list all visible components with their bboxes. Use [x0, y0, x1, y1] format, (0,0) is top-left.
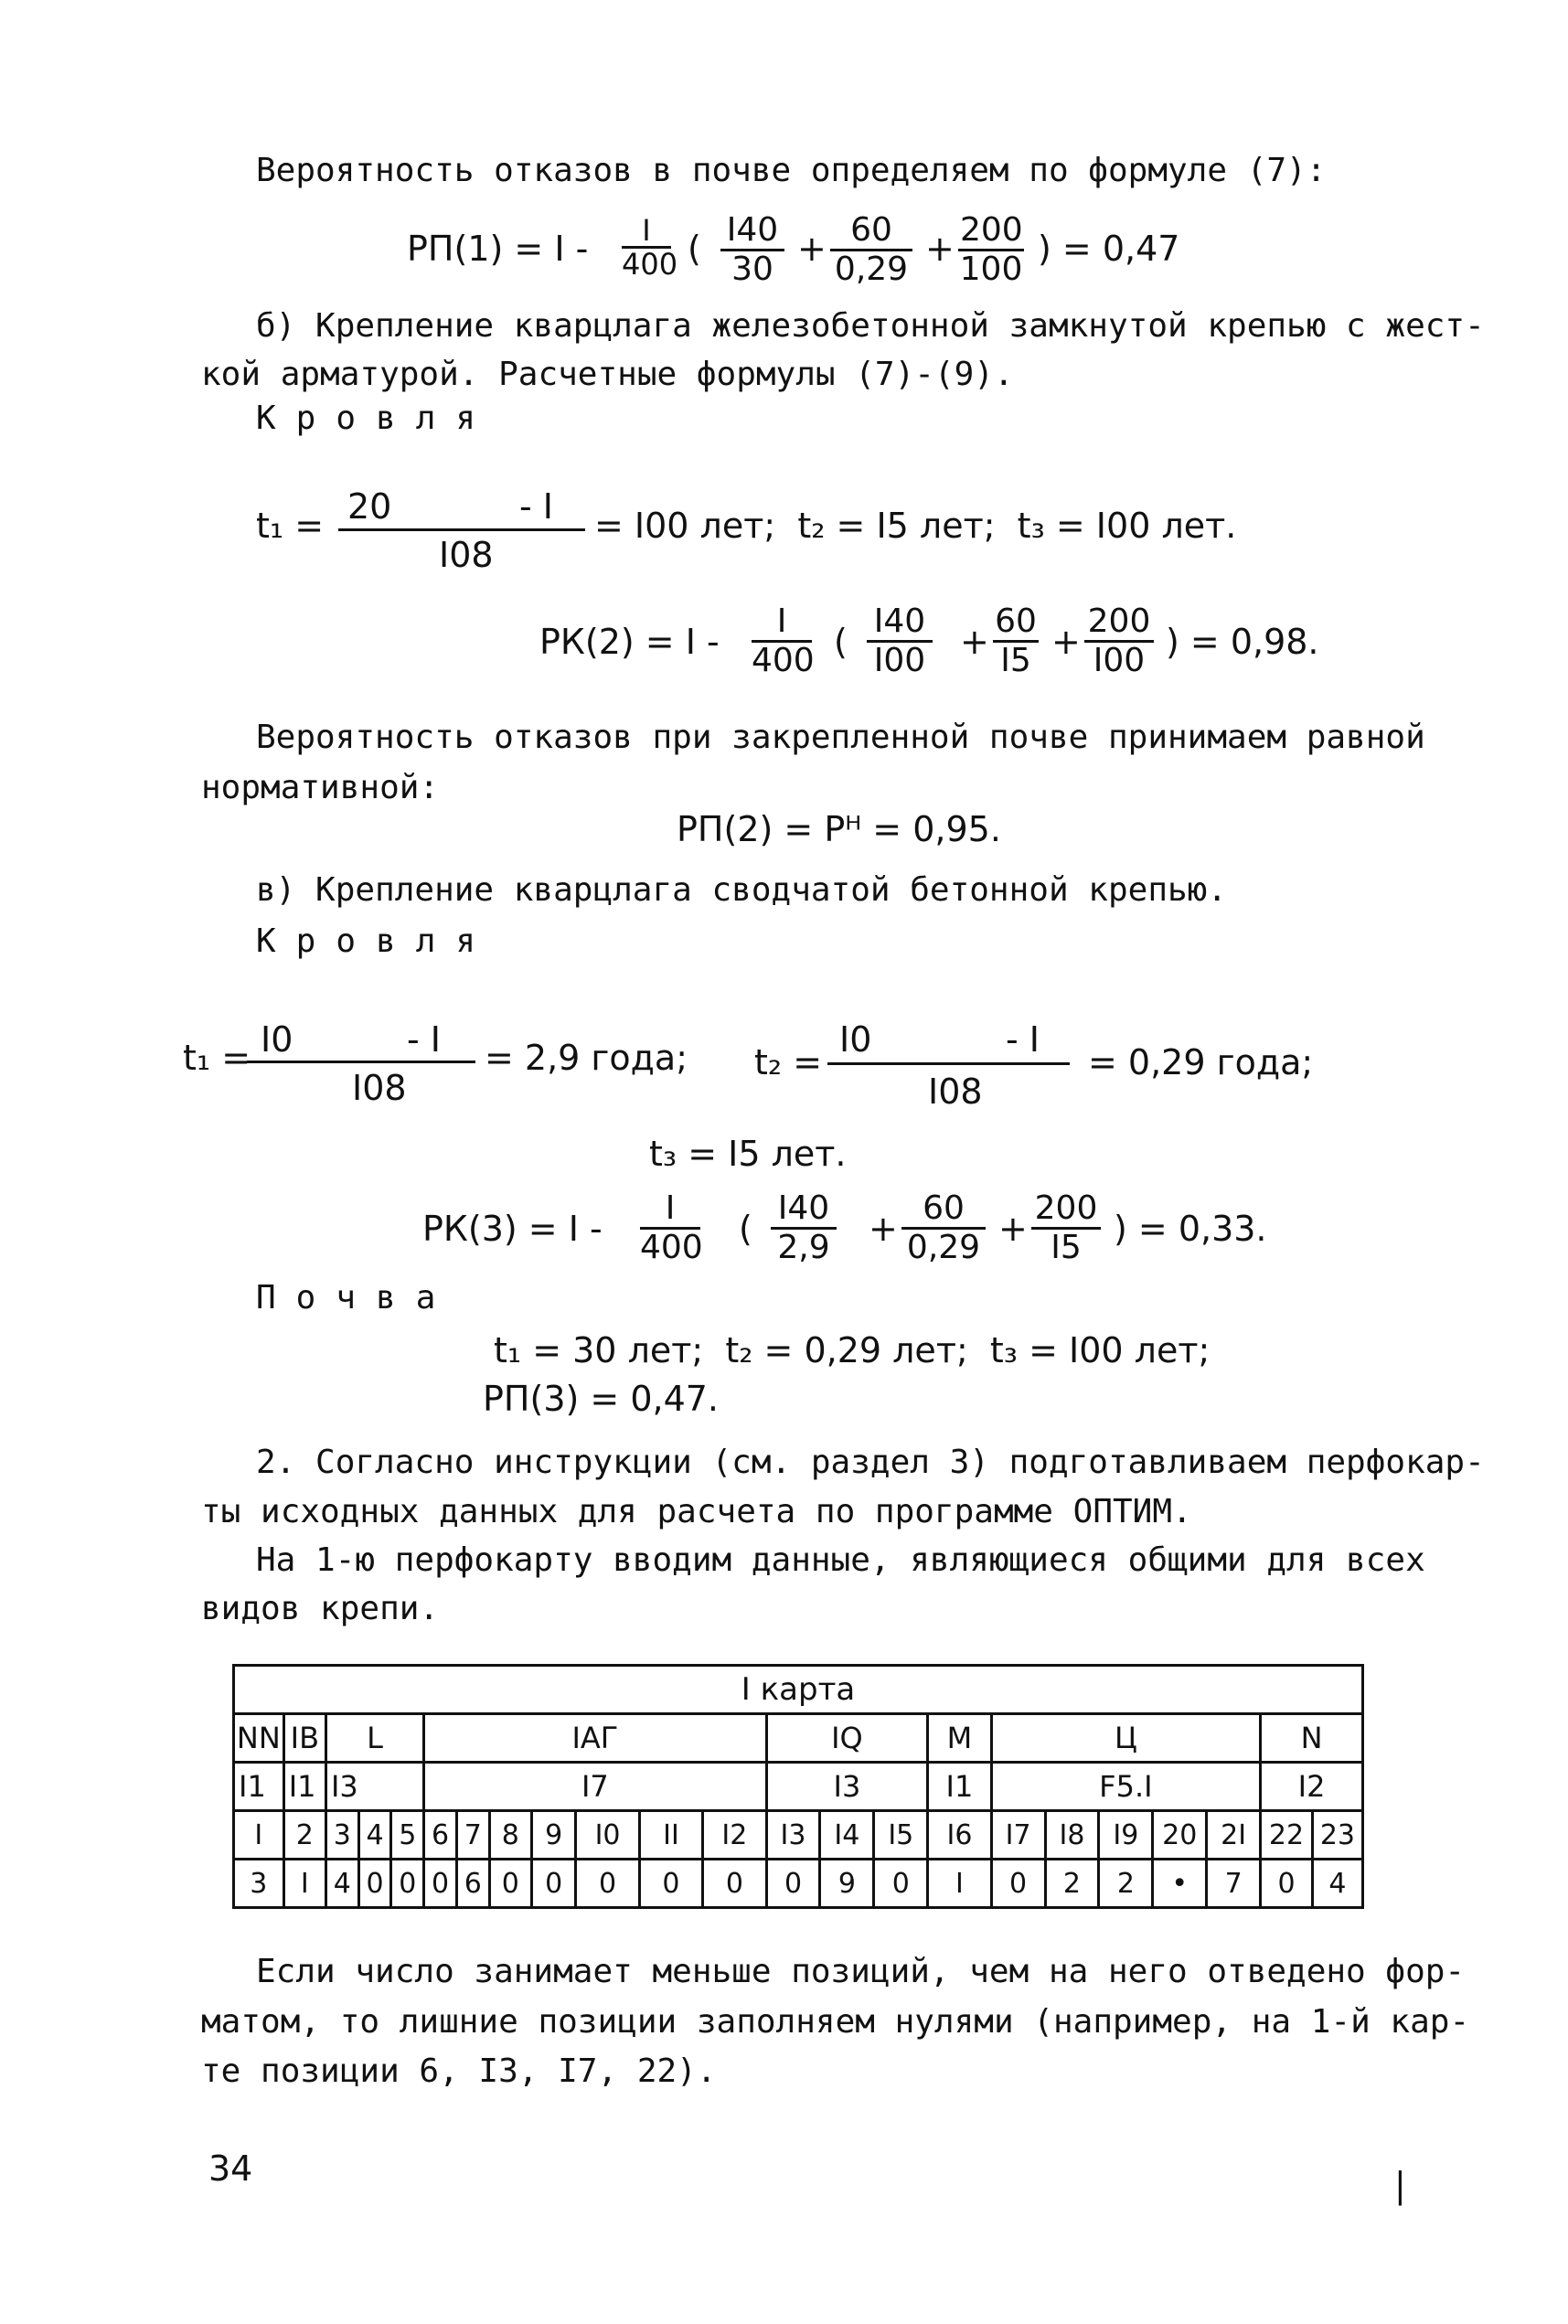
- closing-paragraph-cont: матом, то лишние позиции заполняем нулями (например, на 1-й кар-: [201, 2003, 1470, 2041]
- value-cell: 0: [991, 1860, 1045, 1908]
- position-cell: 2I: [1207, 1811, 1261, 1860]
- value-cell: 0: [639, 1860, 702, 1908]
- fraction: $\frac{I40}{2,9}$: [771, 1190, 837, 1266]
- position-cell: 6: [424, 1811, 457, 1860]
- position-cell: I0: [576, 1811, 639, 1860]
- position-cell: I5: [874, 1811, 928, 1860]
- closing-paragraph: Если число занимает меньше позиций, чем на него отведено фор-: [256, 1953, 1466, 1990]
- position-cell: 8: [489, 1811, 531, 1860]
- fraction-line: [827, 1062, 1070, 1065]
- soil-heading: Почва: [256, 1279, 456, 1317]
- card-title: I карта: [234, 1666, 1363, 1714]
- fraction: $\frac{I40}{30}$: [720, 212, 784, 288]
- value-cell: 7: [1207, 1860, 1261, 1908]
- probability-text: Вероятность отказов при закрепленной почве принимаем равной: [256, 719, 1425, 756]
- value-cell: 6: [456, 1860, 489, 1908]
- paragraph-2-cont: ты исходных данных для расчета по программе ОПТИМ.: [201, 1493, 1192, 1530]
- header-cell: NN: [234, 1714, 284, 1763]
- header-cell: IB: [283, 1714, 325, 1763]
- position-cell: 5: [391, 1811, 424, 1860]
- value-row: [234, 1860, 1363, 1908]
- position-cell: 9: [531, 1811, 575, 1860]
- header-cell: Ц: [991, 1714, 1260, 1763]
- value-cell: 0: [531, 1860, 575, 1908]
- value-cell: 0: [703, 1860, 766, 1908]
- position-row: [234, 1811, 1363, 1860]
- value-cell: 0: [1261, 1860, 1313, 1908]
- format-cell: I3: [766, 1763, 928, 1811]
- position-cell: I3: [766, 1811, 820, 1860]
- value-cell: 4: [1312, 1860, 1362, 1908]
- value-cell: 0: [424, 1860, 457, 1908]
- formula-rp3: РП(3) = 0,47.: [483, 1379, 720, 1419]
- intro-text: Вероятность отказов в почве определяем по формуле (7):: [256, 152, 1327, 189]
- position-cell: 2: [283, 1811, 325, 1860]
- formula-t3: t₃ = I5 лет.: [649, 1134, 847, 1174]
- formula-lhs: РП(1) = I -: [407, 229, 589, 269]
- position-cell: I: [234, 1811, 284, 1860]
- position-cell: 20: [1153, 1811, 1207, 1860]
- roof-heading: Кровля: [256, 400, 496, 437]
- formula-rp2: РП(2) = Pᴴ = 0,95.: [677, 809, 1001, 849]
- paragraph-3: На 1-ю перфокарту вводим данные, являющиеся общими для всех: [256, 1541, 1425, 1579]
- section-b-heading-cont: кой арматурой. Расчетные формулы (7)-(9).: [201, 356, 1014, 393]
- position-cell: I8: [1045, 1811, 1099, 1860]
- position-cell: I4: [820, 1811, 874, 1860]
- value-cell: 2: [1045, 1860, 1099, 1908]
- value-cell: 4: [325, 1860, 358, 1908]
- position-cell: I7: [991, 1811, 1045, 1860]
- section-c-heading: в) Крепление кварцлага сводчатой бетонной крепью.: [256, 871, 1228, 909]
- fraction: $\frac{200}{100}$: [959, 211, 1023, 288]
- paragraph-2: 2. Согласно инструкции (см. раздел 3) подготавливаем перфокар-: [256, 1444, 1485, 1481]
- position-cell: 23: [1312, 1811, 1362, 1860]
- fraction: $\frac{60}{0,29}$: [901, 1190, 986, 1266]
- position-cell: I6: [928, 1811, 991, 1860]
- header-cell: M: [928, 1714, 991, 1763]
- fraction-line: [247, 1061, 475, 1063]
- fraction: $\frac{I}{400}$: [640, 1189, 703, 1266]
- fraction: $\frac{I}{400}$: [752, 602, 815, 679]
- page-number: 34: [208, 2148, 253, 2189]
- edge-mark: |: [1394, 2165, 1406, 2205]
- header-cell: IQ: [766, 1714, 928, 1763]
- position-cell: I2: [703, 1811, 766, 1860]
- value-cell: 9: [820, 1860, 874, 1908]
- fraction: $\frac{60}{0,29}$: [830, 212, 912, 288]
- value-cell: 3: [234, 1860, 284, 1908]
- format-cell: I3: [325, 1763, 423, 1811]
- fraction: $\frac{200}{I5}$: [1031, 1190, 1101, 1266]
- value-cell: 0: [391, 1860, 424, 1908]
- format-row: [234, 1763, 1363, 1811]
- fraction: $\frac{60}{I5}$: [993, 603, 1039, 679]
- closing-paragraph-cont: те позиции 6, I3, I7, 22).: [201, 2052, 717, 2090]
- position-cell: 7: [456, 1811, 489, 1860]
- paragraph-3-cont: видов крепи.: [201, 1590, 440, 1627]
- format-cell: I1: [283, 1763, 325, 1811]
- position-cell: 22: [1261, 1811, 1313, 1860]
- format-cell: I1: [928, 1763, 991, 1811]
- probability-text-cont: нормативной:: [201, 769, 440, 806]
- position-cell: I9: [1099, 1811, 1153, 1860]
- header-row: [234, 1714, 1363, 1763]
- fraction: $\frac{200}{I00}$: [1084, 603, 1154, 679]
- position-cell: 3: [325, 1811, 358, 1860]
- header-cell: IAГ: [424, 1714, 766, 1763]
- value-cell: 0: [358, 1860, 391, 1908]
- fraction-line: [338, 528, 585, 531]
- roof-heading: Кровля: [256, 922, 496, 960]
- value-cell: I: [283, 1860, 325, 1908]
- position-cell: II: [639, 1811, 702, 1860]
- format-cell: I2: [1261, 1763, 1363, 1811]
- format-cell: F5.I: [991, 1763, 1260, 1811]
- value-cell: 0: [766, 1860, 820, 1908]
- format-cell: I7: [424, 1763, 766, 1811]
- header-cell: N: [1261, 1714, 1363, 1763]
- fraction: $\frac{I40}{I00}$: [867, 603, 933, 679]
- position-cell: 4: [358, 1811, 391, 1860]
- format-cell: I1: [234, 1763, 284, 1811]
- fraction: $\frac{I}{400}$: [622, 213, 678, 282]
- value-cell: 2: [1099, 1860, 1153, 1908]
- value-cell: 0: [489, 1860, 531, 1908]
- soil-values: t₁ = 30 лет; t₂ = 0,29 лет; t₃ = I00 лет;: [494, 1330, 1211, 1370]
- section-b-heading: б) Крепление кварцлага железобетонной замкнутой крепью с жест-: [256, 307, 1485, 345]
- value-cell: 0: [576, 1860, 639, 1908]
- value-cell: 0: [874, 1860, 928, 1908]
- card-title-row: [234, 1666, 1363, 1714]
- header-cell: L: [325, 1714, 423, 1763]
- value-cell: •: [1153, 1860, 1207, 1908]
- punch-card-table: [232, 1664, 1364, 1909]
- value-cell: I: [928, 1860, 991, 1908]
